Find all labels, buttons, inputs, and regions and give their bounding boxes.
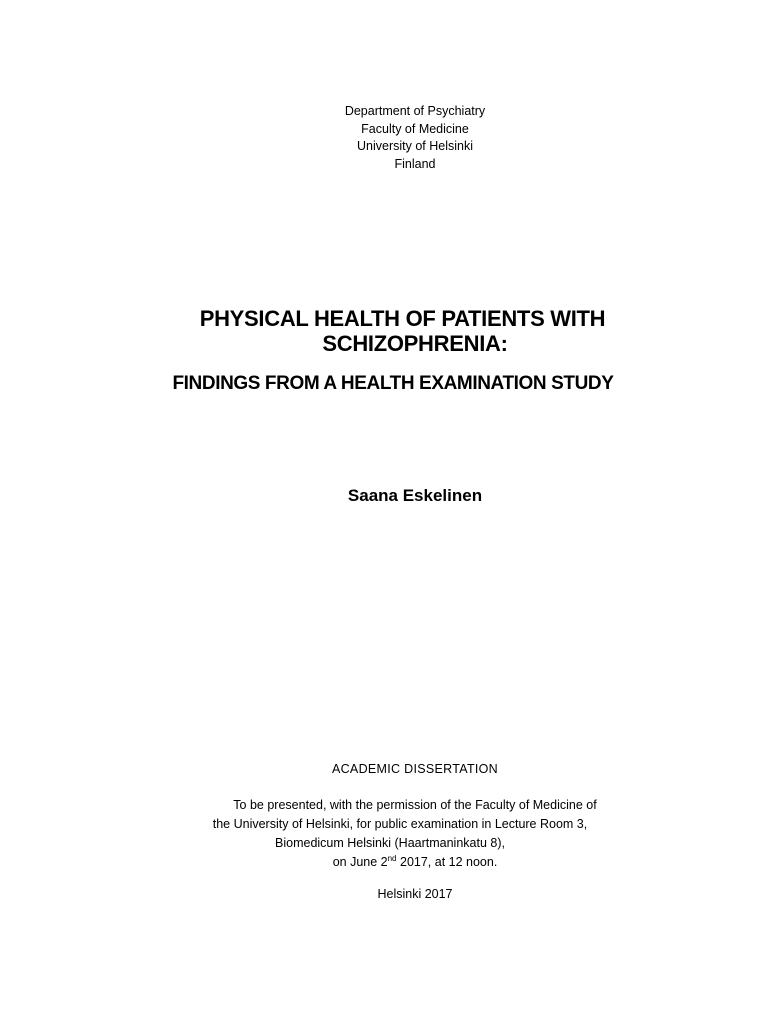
- presentation-date-line: [0, 853, 770, 872]
- university-text: University of Helsinki: [356, 139, 473, 153]
- country-text: Finland: [394, 156, 436, 171]
- faculty-text: Faculty of Medicine: [361, 121, 469, 136]
- academic-dissertation-label: ACADEMIC DISSERTATION: [331, 762, 499, 776]
- date-rest: 2017, at 12 noon.: [396, 855, 498, 869]
- affiliation-block: [0, 103, 770, 173]
- dissertation-title: [0, 306, 770, 356]
- dissertation-subtitle: FINDINGS FROM A HEALTH EXAMINATION STUDY: [172, 373, 614, 394]
- date-prefix: on June 2: [332, 855, 388, 869]
- presentation-line-1: To be presented, with the permission of the Faculty of Medicine of: [233, 798, 597, 812]
- place-and-year: Helsinki 2017: [377, 887, 453, 901]
- presentation-line-2: the University of Helsinki, for public examination in Lecture Room 3,: [212, 817, 588, 831]
- department-text: Department of Psychiatry: [344, 104, 486, 118]
- presentation-statement: [0, 796, 770, 872]
- author-name: Saana Eskelinen: [347, 486, 483, 505]
- title-line-2: SCHIZOPHRENIA:: [322, 331, 508, 356]
- presentation-line-3: Biomedicum Helsinki (Haartmaninkatu 8),: [275, 836, 505, 850]
- date-ordinal-suffix: nd: [387, 854, 397, 863]
- title-line-1: PHYSICAL HEALTH OF PATIENTS WITH: [199, 306, 606, 331]
